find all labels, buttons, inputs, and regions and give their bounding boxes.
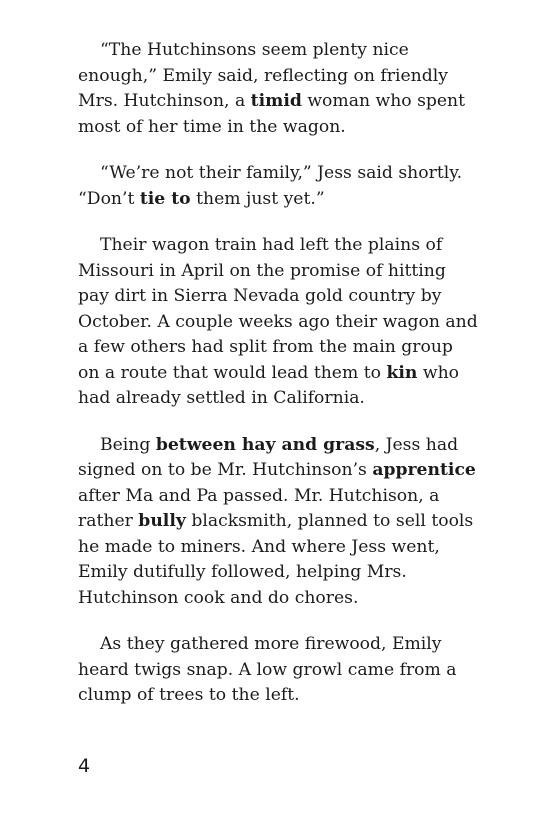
paragraph-1-run-3: woman who spent most of her time in the wagon. <box>78 91 466 137</box>
paragraph-2-run-3: them just yet.” <box>190 188 325 209</box>
paragraph-3 <box>78 233 478 412</box>
paragraph-3-run-3: who had already settled in California. <box>78 362 459 408</box>
paragraph-4-run-7: blacksmith, planned to sell tools he made to miners. And where Jess went, Emily dutifully followed, helping Mrs. Hutchinson cook and do chores. <box>78 511 474 608</box>
page-number: 4 <box>78 755 91 777</box>
vocab-word-apprentice: apprentice <box>372 460 476 480</box>
paragraph-5-run-1: As they gathered more firewood, Emily heard twigs snap. A low growl came from a clump of trees to the left. <box>78 634 457 705</box>
vocab-word-between-hay-and-grass: between hay and grass <box>155 434 375 455</box>
vocab-word-bully: bully <box>138 511 186 531</box>
paragraph-2 <box>78 161 478 212</box>
paragraph-2-run-1: “We’re not their family,” Jess said shortly. “Don’t <box>78 163 463 209</box>
paragraph-4-run-1: Being <box>100 434 156 455</box>
paragraph-4 <box>78 433 478 612</box>
story-text <box>78 38 478 730</box>
paragraph-1 <box>78 38 478 140</box>
paragraph-1-run-1: “The Hutchinsons seem plenty nice enough,” Emily said, reflecting on friendly Mrs. Hutchinson, a <box>78 40 448 111</box>
vocab-word-timid: timid <box>250 91 302 111</box>
paragraph-4-run-5: after Ma and Pa passed. Mr. Hutchison, a rather <box>78 485 440 531</box>
paragraph-4-run-3: , Jess had signed on to be Mr. Hutchinson’s <box>78 434 459 480</box>
paragraph-5 <box>78 632 478 709</box>
vocab-word-tie-to: tie to <box>139 188 191 209</box>
vocab-word-kin: kin <box>386 362 418 383</box>
paragraph-3-run-1: Their wagon train had left the plains of Missouri in April on the promise of hitting pay dirt in Sierra Nevada gold country by October. A couple weeks ago their wagon and a few others had split from the main group on a route that would lead them to <box>78 235 478 383</box>
